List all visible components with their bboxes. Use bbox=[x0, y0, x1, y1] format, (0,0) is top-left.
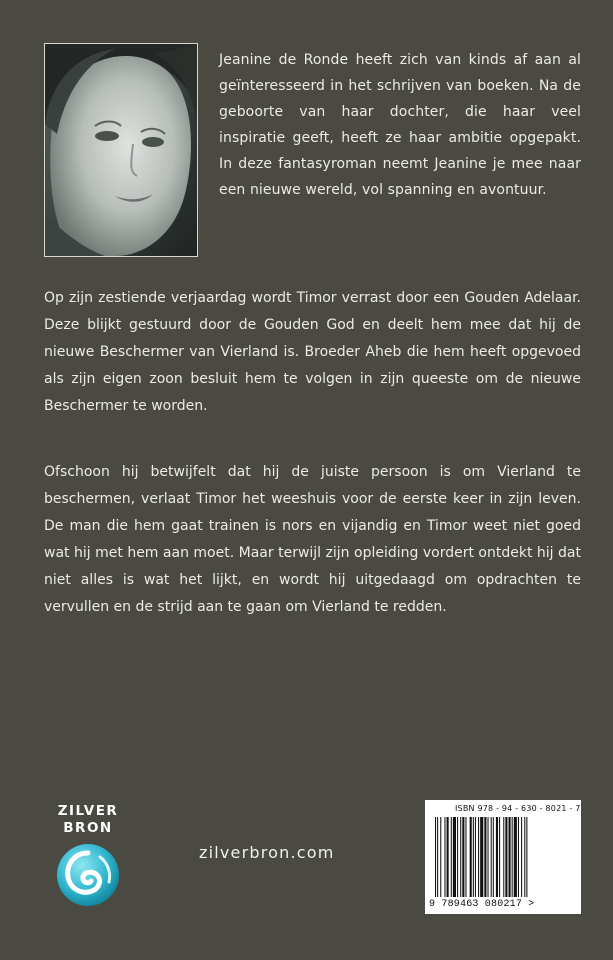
barcode-bar bbox=[524, 817, 525, 897]
barcode-bar bbox=[473, 817, 474, 897]
barcode-bar bbox=[465, 817, 466, 897]
publisher-name-line-1: ZILVER bbox=[57, 803, 119, 819]
author-photo bbox=[44, 43, 198, 257]
publisher-name-line-2: BRON bbox=[63, 820, 113, 836]
author-portrait-image bbox=[45, 44, 197, 256]
barcode-digits: 9 789463 080217 > bbox=[429, 899, 535, 910]
barcode-bar bbox=[505, 817, 507, 897]
blurb-paragraph-1: Op zijn zestiende verjaardag wordt Timor verrast door een Gouden Adelaar. Deze blijkt gestuurd door de Gouden God en deelt hem mee dat hij de nieuwe Beschermer van Vierland is. Broeder Aheb die hem heeft opgevoed als zijn eigen zoon besluit hem te volgen in zijn queeste om de nieuwe Beschermer te worden. bbox=[44, 290, 581, 414]
isbn-barcode bbox=[425, 800, 581, 914]
author-bio: Jeanine de Ronde heeft zich van kinds af aan al geïnteresseerd in het schrijven van boeken. Na de geboorte van haar dochter, die haar veel inspiratie geeft, heeft ze haar ambitie opgepakt. In deze fantasyroman neemt Jeanine je mee naar een nieuwe wereld, vol spanning en avontuur. bbox=[219, 52, 581, 198]
barcode-bar bbox=[475, 817, 476, 897]
publisher-logo bbox=[46, 803, 130, 909]
isbn-label: ISBN 978 - 94 - 630 - 8021 - 7 bbox=[455, 804, 581, 813]
barcode-bar bbox=[488, 817, 489, 897]
barcode-bar bbox=[518, 817, 519, 897]
publisher-website: zilverbron.com bbox=[199, 843, 335, 862]
barcode-bar bbox=[451, 817, 452, 897]
barcode-bar bbox=[514, 817, 517, 897]
barcode-bar bbox=[526, 817, 527, 897]
barcode-bar bbox=[499, 817, 500, 897]
publisher-swirl-icon bbox=[54, 841, 122, 909]
barcode-bar bbox=[444, 817, 445, 897]
barcode-bar bbox=[440, 817, 441, 897]
blurb-paragraph-2: Ofschoon hij betwijfelt dat hij de juiste persoon is om Vierland te beschermen, verlaat Timor het weeshuis voor de eerste keer in zijn leven. De man die hem gaat trainen is nors en vijandig en Timor weet niet goed wat hij met hem aan moet. Maar terwijl zijn opleiding vordert ontdekt hij dat niet alles is wat het lijkt, en wordt hij uitgedaagd om opdrachten te vervullen en de strijd aan te gaan om Vierland te redden. bbox=[44, 464, 581, 615]
barcode-bar bbox=[447, 817, 449, 897]
barcode-bar bbox=[503, 817, 504, 897]
barcode-bar bbox=[457, 817, 458, 897]
barcode-bar bbox=[435, 817, 436, 897]
barcode-bar bbox=[470, 817, 472, 897]
barcode-bar bbox=[484, 817, 486, 897]
barcode-bar bbox=[496, 817, 498, 897]
barcode-bar bbox=[493, 817, 494, 897]
barcode-bars bbox=[433, 817, 573, 899]
barcode-bar bbox=[491, 817, 492, 897]
barcode-bar bbox=[437, 817, 438, 897]
barcode-bar bbox=[509, 817, 511, 897]
barcode-bar bbox=[460, 817, 461, 897]
barcode-bar bbox=[478, 817, 479, 897]
barcode-bar bbox=[462, 817, 464, 897]
barcode-bar bbox=[512, 817, 513, 897]
barcode-bar bbox=[453, 817, 456, 897]
barcode-bar bbox=[480, 817, 483, 897]
barcode-bar bbox=[521, 817, 522, 897]
